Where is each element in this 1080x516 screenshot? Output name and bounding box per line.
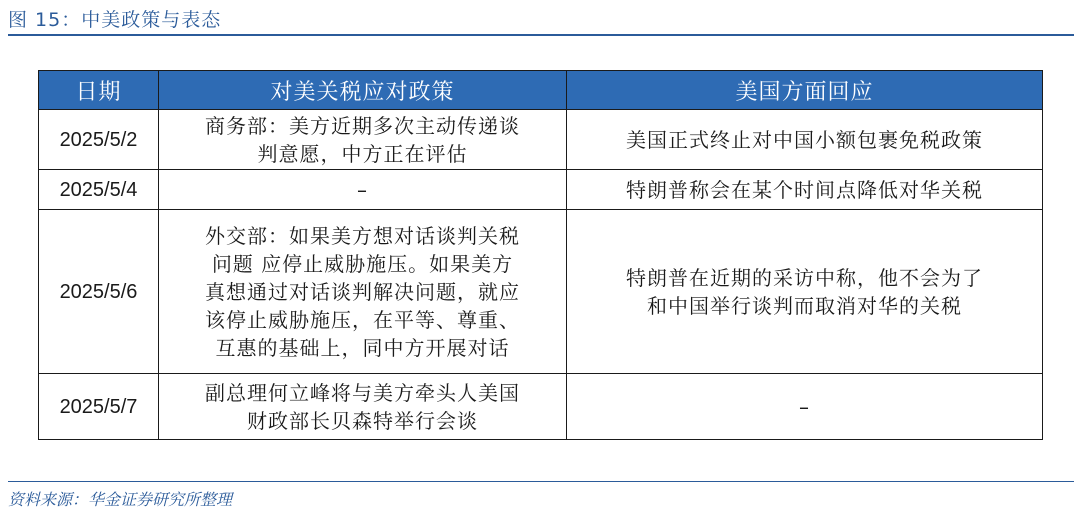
cell-line: 问题 应停止威胁施压。如果美方 [211,251,514,276]
figure-title: 图 15：中美政策与表态 [8,9,222,31]
china-policy-cell [159,170,567,210]
table-row [39,170,1043,210]
cell-line: 和中国举行谈判而取消对华的关税 [647,293,962,318]
cell-line: 特朗普在近期的采访中称，他不会为了 [626,265,983,290]
source-note: 资料来源：华金证券研究所整理 [8,490,233,509]
us-response-cell [567,210,1043,374]
row-date: 2025/5/2 [39,110,159,170]
header-date: 日期 [39,71,159,110]
table-row [39,210,1043,374]
cell-line: 特朗普称会在某个时间点降低对华关税 [626,177,983,202]
cell-line: – [799,394,810,419]
cell-line: 互惠的基础上，同中方开展对话 [215,335,510,360]
title-divider [8,34,1074,36]
china-policy-cell [159,374,567,440]
cell-line: 判意愿，中方正在评估 [257,141,468,166]
cell-line: 该停止威胁施压，在平等、尊重、 [205,307,520,332]
footer-divider [8,481,1074,482]
header-us-response: 美国方面回应 [567,71,1043,110]
row-date: 2025/5/7 [39,374,159,440]
china-policy-cell [159,210,567,374]
cell-line: 财政部长贝森特举行会谈 [247,408,478,433]
row-date: 2025/5/4 [39,170,159,210]
cell-line: 美国正式终止对中国小额包裹免税政策 [626,127,983,152]
table-row [39,110,1043,170]
table-row [39,374,1043,440]
us-response-cell [567,374,1043,440]
cell-line: 外交部：如果美方想对话谈判关税 [205,223,520,248]
cell-line: 真想通过对话谈判解决问题，就应 [205,279,520,304]
header-china-policy: 对美关税应对政策 [159,71,567,110]
china-policy-cell [159,110,567,170]
cell-line: 商务部：美方近期多次主动传递谈 [205,113,520,138]
table-header-row [39,71,1043,110]
policy-table [38,70,1043,440]
cell-line: 副总理何立峰将与美方牵头人美国 [205,380,520,405]
us-response-cell [567,170,1043,210]
us-response-cell [567,110,1043,170]
cell-line: – [357,177,368,202]
row-date: 2025/5/6 [39,210,159,374]
